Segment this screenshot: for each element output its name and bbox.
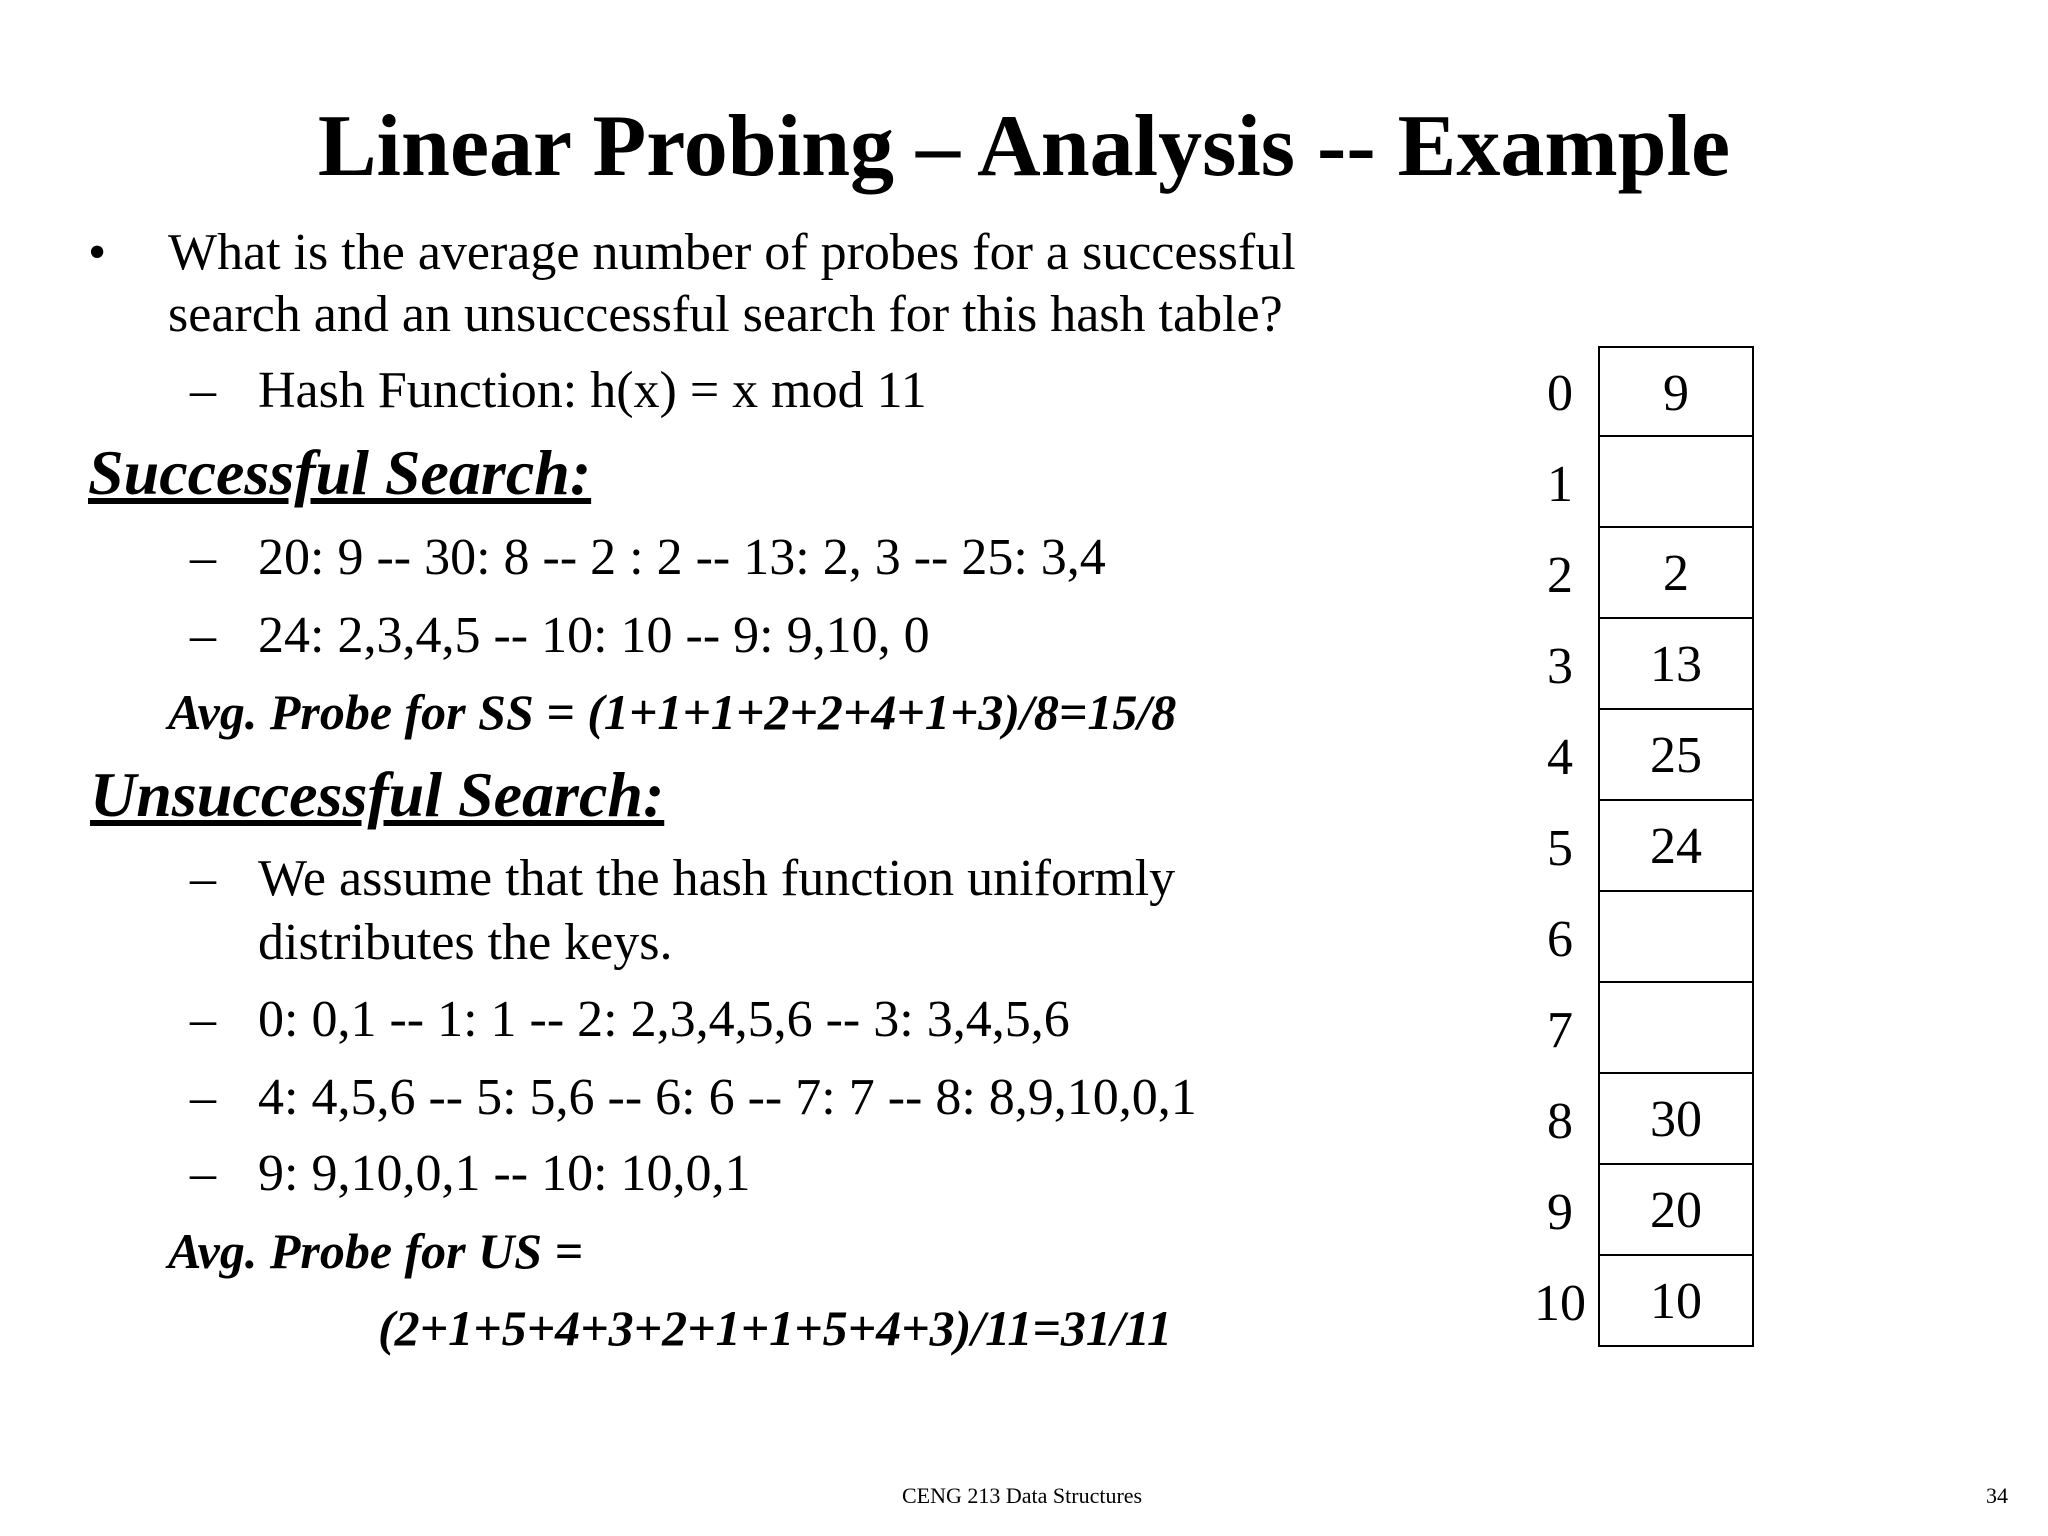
table-index: 3	[1547, 638, 1573, 695]
hash-function-text: Hash Function: h(x) = x mod 11	[258, 362, 927, 419]
table-index: 6	[1547, 911, 1573, 968]
question-line-1: What is the average number of probes for a successful	[168, 224, 1296, 281]
table-index: 5	[1547, 820, 1573, 877]
dash-icon: –	[190, 1069, 216, 1126]
footer-course: CENG 213 Data Structures	[902, 1483, 1143, 1508]
assumption-line-1: We assume that the hash function uniformly	[258, 850, 1176, 907]
assumption-line-2: distributes the keys.	[258, 914, 673, 971]
bullet-icon: •	[88, 224, 107, 281]
table-cell: 24	[1598, 801, 1754, 892]
table-cell	[1598, 437, 1754, 528]
table-cell: 9	[1598, 346, 1754, 437]
dash-icon: –	[190, 529, 216, 586]
table-cell: 20	[1598, 1165, 1754, 1256]
slide-title: Linear Probing – Analysis -- Example	[317, 98, 1731, 195]
table-index: 1	[1547, 456, 1573, 513]
dash-icon: –	[190, 991, 216, 1048]
table-index: 2	[1547, 547, 1573, 604]
table-index: 8	[1547, 1093, 1573, 1150]
table-cell: 25	[1598, 710, 1754, 801]
dash-icon: –	[190, 607, 216, 664]
question-line-2: search and an unsuccessful search for this hash table?	[168, 286, 1283, 343]
table-cell	[1598, 983, 1754, 1074]
dash-icon: –	[190, 1145, 216, 1202]
successful-average: Avg. Probe for SS = (1+1+1+2+2+4+1+3)/8=15/8	[168, 684, 1177, 740]
successful-probe-line-2: 24: 2,3,4,5 -- 10: 10 -- 9: 9,10, 0	[258, 607, 930, 664]
unsuccessful-search-heading: Unsuccessful Search:	[90, 759, 665, 830]
table-index: 0	[1547, 365, 1573, 422]
successful-probe-line-1: 20: 9 -- 30: 8 -- 2 : 2 -- 13: 2, 3 -- 25: 3,4	[258, 529, 1106, 586]
unsuccessful-probe-line-1: 0: 0,1 -- 1: 1 -- 2: 2,3,4,5,6 -- 3: 3,4,5,6	[258, 991, 1070, 1048]
table-cell: 2	[1598, 528, 1754, 619]
table-index: 4	[1547, 729, 1573, 786]
successful-search-heading: Successful Search:	[88, 437, 592, 508]
table-index: 7	[1547, 1002, 1573, 1059]
table-cell: 30	[1598, 1074, 1754, 1165]
table-index: 9	[1547, 1184, 1573, 1241]
unsuccessful-average-value: (2+1+5+4+3+2+1+1+5+4+3)/11=31/11	[378, 1300, 1172, 1356]
table-cell: 10	[1598, 1256, 1754, 1347]
table-index: 10	[1534, 1275, 1586, 1332]
page-number: 34	[1986, 1483, 2008, 1508]
table-cell	[1598, 892, 1754, 983]
unsuccessful-average-label: Avg. Probe for US =	[168, 1223, 584, 1279]
dash-icon: –	[190, 362, 216, 419]
table-cell: 13	[1598, 619, 1754, 710]
unsuccessful-probe-line-3: 9: 9,10,0,1 -- 10: 10,0,1	[258, 1145, 751, 1202]
dash-icon: –	[190, 850, 216, 907]
unsuccessful-probe-line-2: 4: 4,5,6 -- 5: 5,6 -- 6: 6 -- 7: 7 -- 8: 8,9,10,0,1	[258, 1069, 1197, 1126]
